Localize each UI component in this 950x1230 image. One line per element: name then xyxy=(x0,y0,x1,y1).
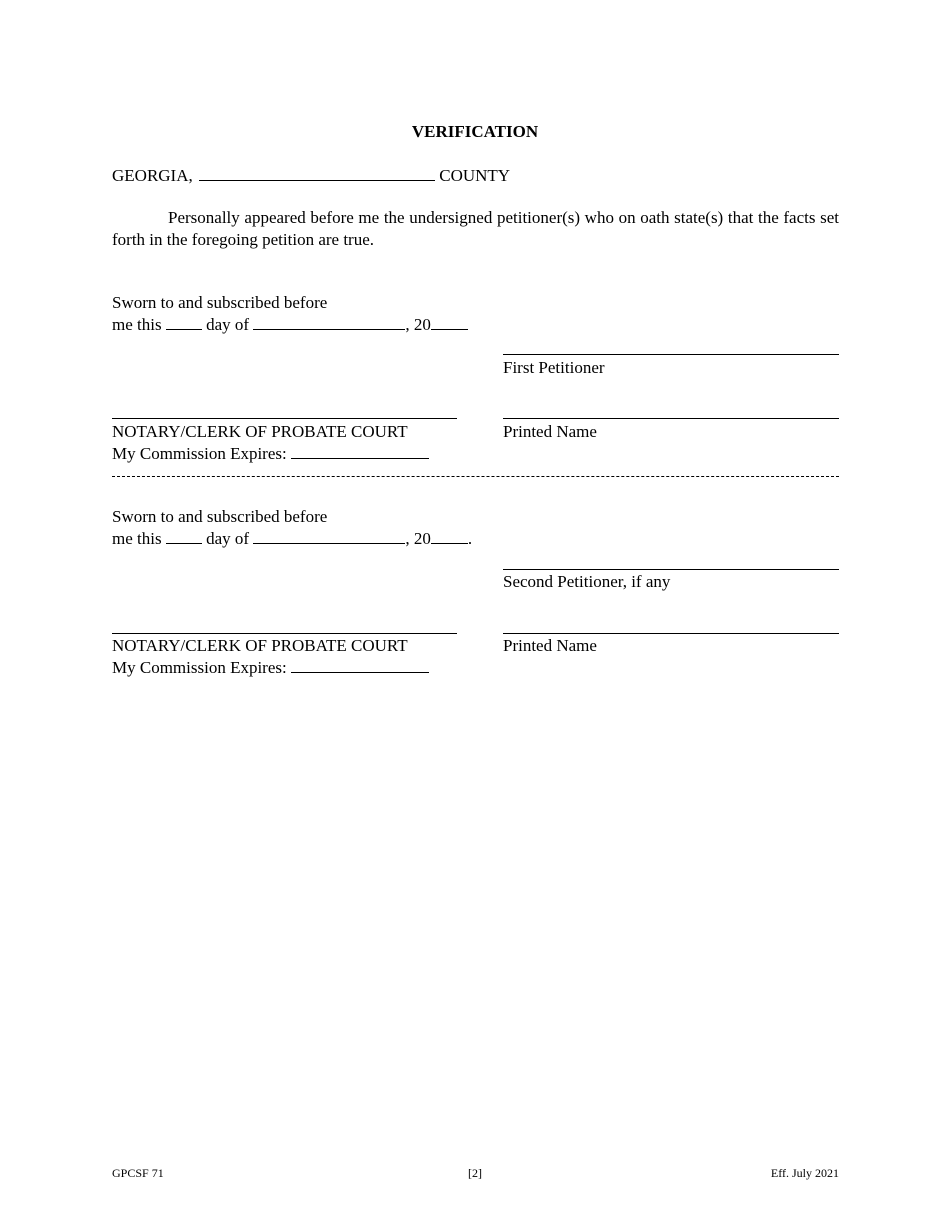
printed-name-label-1: Printed Name xyxy=(503,422,597,441)
second-petitioner-label: Second Petitioner, if any xyxy=(503,572,671,591)
section-divider xyxy=(112,476,839,477)
commission-blank-1[interactable] xyxy=(291,444,429,459)
county-label: COUNTY xyxy=(439,166,511,185)
first-petitioner-label: First Petitioner xyxy=(503,358,605,377)
page-title: VERIFICATION xyxy=(411,122,539,141)
printed-name-line-1[interactable] xyxy=(503,418,839,419)
footer-effective-date: Eff. July 2021 xyxy=(770,1166,839,1180)
year-prefix-label: , 20 xyxy=(405,315,431,334)
commission-line-2 xyxy=(112,657,429,679)
commission-label-2: My Commission Expires: xyxy=(112,658,287,677)
notary-signature-line-2[interactable] xyxy=(112,633,457,634)
first-petitioner-signature-line[interactable] xyxy=(503,354,839,355)
county-line xyxy=(112,165,510,187)
day-blank[interactable] xyxy=(166,315,202,330)
sworn-end-period: . xyxy=(467,529,473,548)
me-this-label: me this xyxy=(112,315,162,334)
notary-signature-line-1[interactable] xyxy=(112,418,457,419)
day-blank[interactable] xyxy=(166,529,202,544)
second-petitioner-signature-line[interactable] xyxy=(503,569,839,570)
state-label: GEORGIA, xyxy=(112,166,193,185)
sworn-line-2: Sworn to and subscribed before xyxy=(112,507,328,526)
commission-blank-2[interactable] xyxy=(291,658,429,673)
commission-label-1: My Commission Expires: xyxy=(112,444,287,463)
footer-form-id: GPCSF 71 xyxy=(112,1166,164,1180)
month-blank[interactable] xyxy=(253,529,405,544)
notary-label-2: NOTARY/CLERK OF PROBATE COURT xyxy=(112,636,408,655)
month-blank[interactable] xyxy=(253,315,405,330)
notary-label-1: NOTARY/CLERK OF PROBATE COURT xyxy=(112,422,408,441)
printed-name-line-2[interactable] xyxy=(503,633,839,634)
sworn-date-line-2 xyxy=(112,528,472,550)
county-blank[interactable] xyxy=(199,166,435,181)
footer-page-number: [2] xyxy=(468,1166,482,1180)
year-prefix-label: , 20 xyxy=(405,529,431,548)
sworn-line-1: Sworn to and subscribed before xyxy=(112,293,328,312)
day-of-label: day of xyxy=(206,529,250,548)
year-blank[interactable] xyxy=(431,315,468,330)
printed-name-label-2: Printed Name xyxy=(503,636,597,655)
me-this-label: me this xyxy=(112,529,162,548)
verification-paragraph: Personally appeared before me the undersigned petitioner(s) who on oath state(s) that the facts set forth in the foregoing petition are true. xyxy=(112,208,839,249)
day-of-label: day of xyxy=(206,315,250,334)
year-blank[interactable] xyxy=(431,529,468,544)
sworn-date-line-1 xyxy=(112,314,468,336)
commission-line-1 xyxy=(112,443,429,465)
